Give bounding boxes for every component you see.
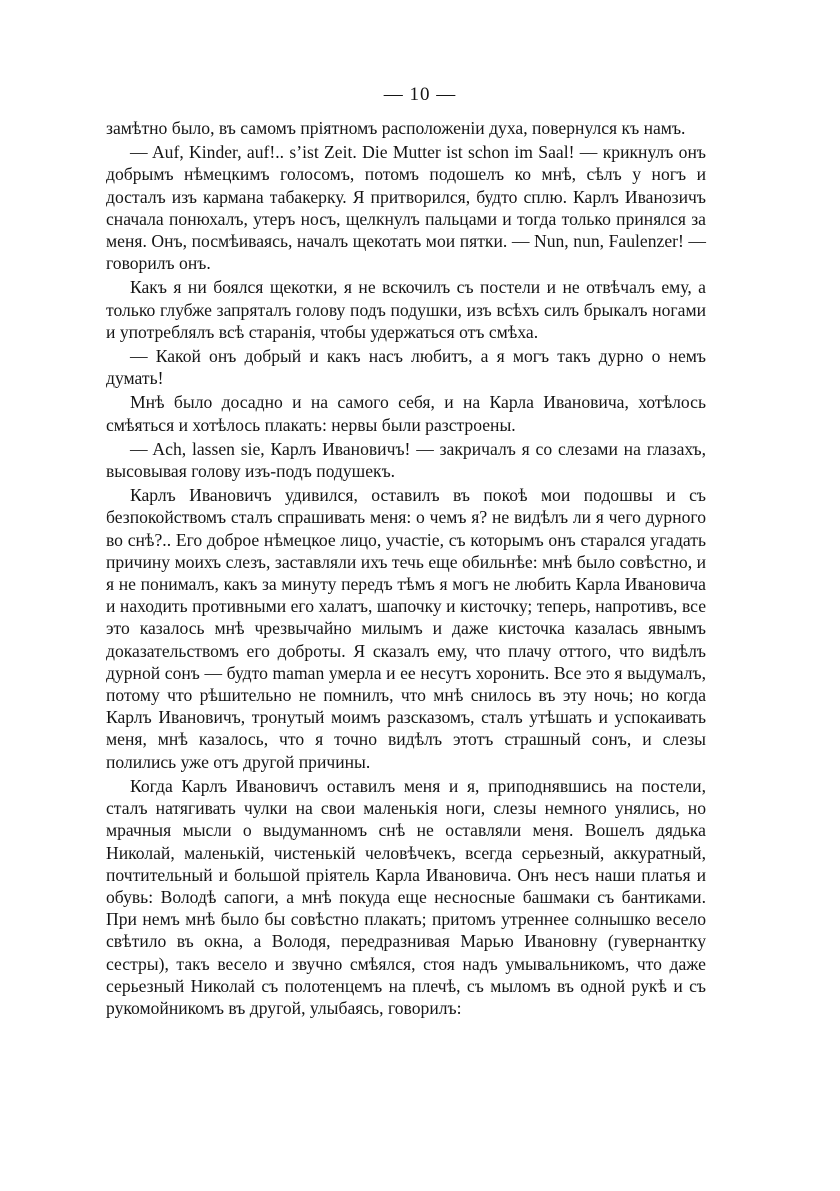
paragraph-7: Карлъ Ивановичъ удивился, оставилъ въ покоѣ мои подошвы и съ безпокойствомъ сталъ спрашивать меня: о чемъ я? не видѣлъ ли я чего дурного во снѣ?.. Его доброе нѣмецкое лицо, участіе, съ которымъ онъ старался угадать причину моихъ слезъ, заставляли ихъ течь еще обильнѣе: мнѣ было совѣстно, и я не понималъ, какъ за минуту передъ тѣмъ я могъ не любить Карла Ивановича и находить противными его халатъ, шапочку и кисточку; теперь, напротивъ, все это казалось мнѣ чрезвычайно милымъ и даже кисточка казалась явнымъ доказательствомъ его доброты. Я сказалъ ему, что плачу оттого, что видѣлъ дурной сонъ — будто maman умерла и ее несутъ хоронить. Все это я выдумалъ, потому что рѣшительно не помнилъ, что мнѣ снилось въ эту ночь; но когда Карлъ Ивановичъ, тронутый моимъ разсказомъ, сталъ утѣшать и успокаивать меня, мнѣ казалось, что я точно видѣлъ этотъ страшный сонъ, и слезы полились уже отъ другой причины. xyxy=(106,485,706,772)
page-number: — 10 — xyxy=(383,84,457,105)
body-text xyxy=(106,117,706,1019)
paragraph-8: Когда Карлъ Ивановичъ оставилъ меня и я, приподнявшись на постели, сталъ натягивать чулки на свои маленькія ноги, слезы немного унялись, но мрачныя мысли о выдуманномъ снѣ не оставляли меня. Вошелъ дядька Николай, маленькій, чистенькій человѣчекъ, всегда серьезный, аккуратный, почтительный и большой пріятель Карла Ивановича. Онъ несъ наши платья и обувь: Володѣ сапоги, а мнѣ покуда еще несносные башмаки съ бантиками. При немъ мнѣ было бы совѣстно плакать; притомъ утреннее солнышко весело свѣтило въ окна, а Володя, передразнивая Марью Ивановну (гувернантку сестры), такъ весело и звучно смѣялся, стоя надъ умывальникомъ, что даже серьезный Николай съ полотенцемъ на плечѣ, съ мыломъ въ одной рукѣ и съ рукомойникомъ въ другой, улыбаясь, говорилъ: xyxy=(106,775,706,1018)
paragraph-6: — Ach, lassen sie, Карлъ Ивановичъ! — закричалъ я со слезами на глазахъ, высовывая голову изъ-подъ подушекъ. xyxy=(106,438,706,482)
paragraph-2: — Auf, Kinder, auf!.. s’ist Zeit. Die Mutter ist schon im Saal! — крикнулъ онъ добрымъ нѣмецкимъ голосомъ, потомъ подошелъ ко мнѣ, сѣлъ у ногъ и досталъ изъ кармана табакерку. Я притворился, будто сплю. Карлъ Иванозичъ сначала понюхалъ, утеръ носъ, щелкнулъ пальцами и тогда только принялся за меня. Онъ, посмѣиваясь, началъ щекотать мои пятки. — Nun, nun, Faulenzer! — говорилъ онъ. xyxy=(106,142,706,274)
paragraph-4: — Какой онъ добрый и какъ насъ любитъ, а я могъ такъ дурно о немъ думать! xyxy=(106,346,706,389)
paragraph-1: замѣтно было, въ самомъ пріятномъ расположеніи духа, повернулся къ намъ. xyxy=(106,118,686,138)
paragraph-3: Какъ я ни боялся щекотки, я не вскочилъ съ постели и не отвѣчалъ ему, а только глубже запряталъ голову подъ подушки, изъ всѣхъ силъ брыкалъ ногами и употреблялъ всѣ старанія, чтобы удержаться отъ смѣха. xyxy=(106,277,706,342)
paragraph-5: Мнѣ было досадно и на самого себя, и на Карла Ивановича, хотѣлось смѣяться и хотѣлось плакать: нервы были разстроены. xyxy=(106,392,706,435)
